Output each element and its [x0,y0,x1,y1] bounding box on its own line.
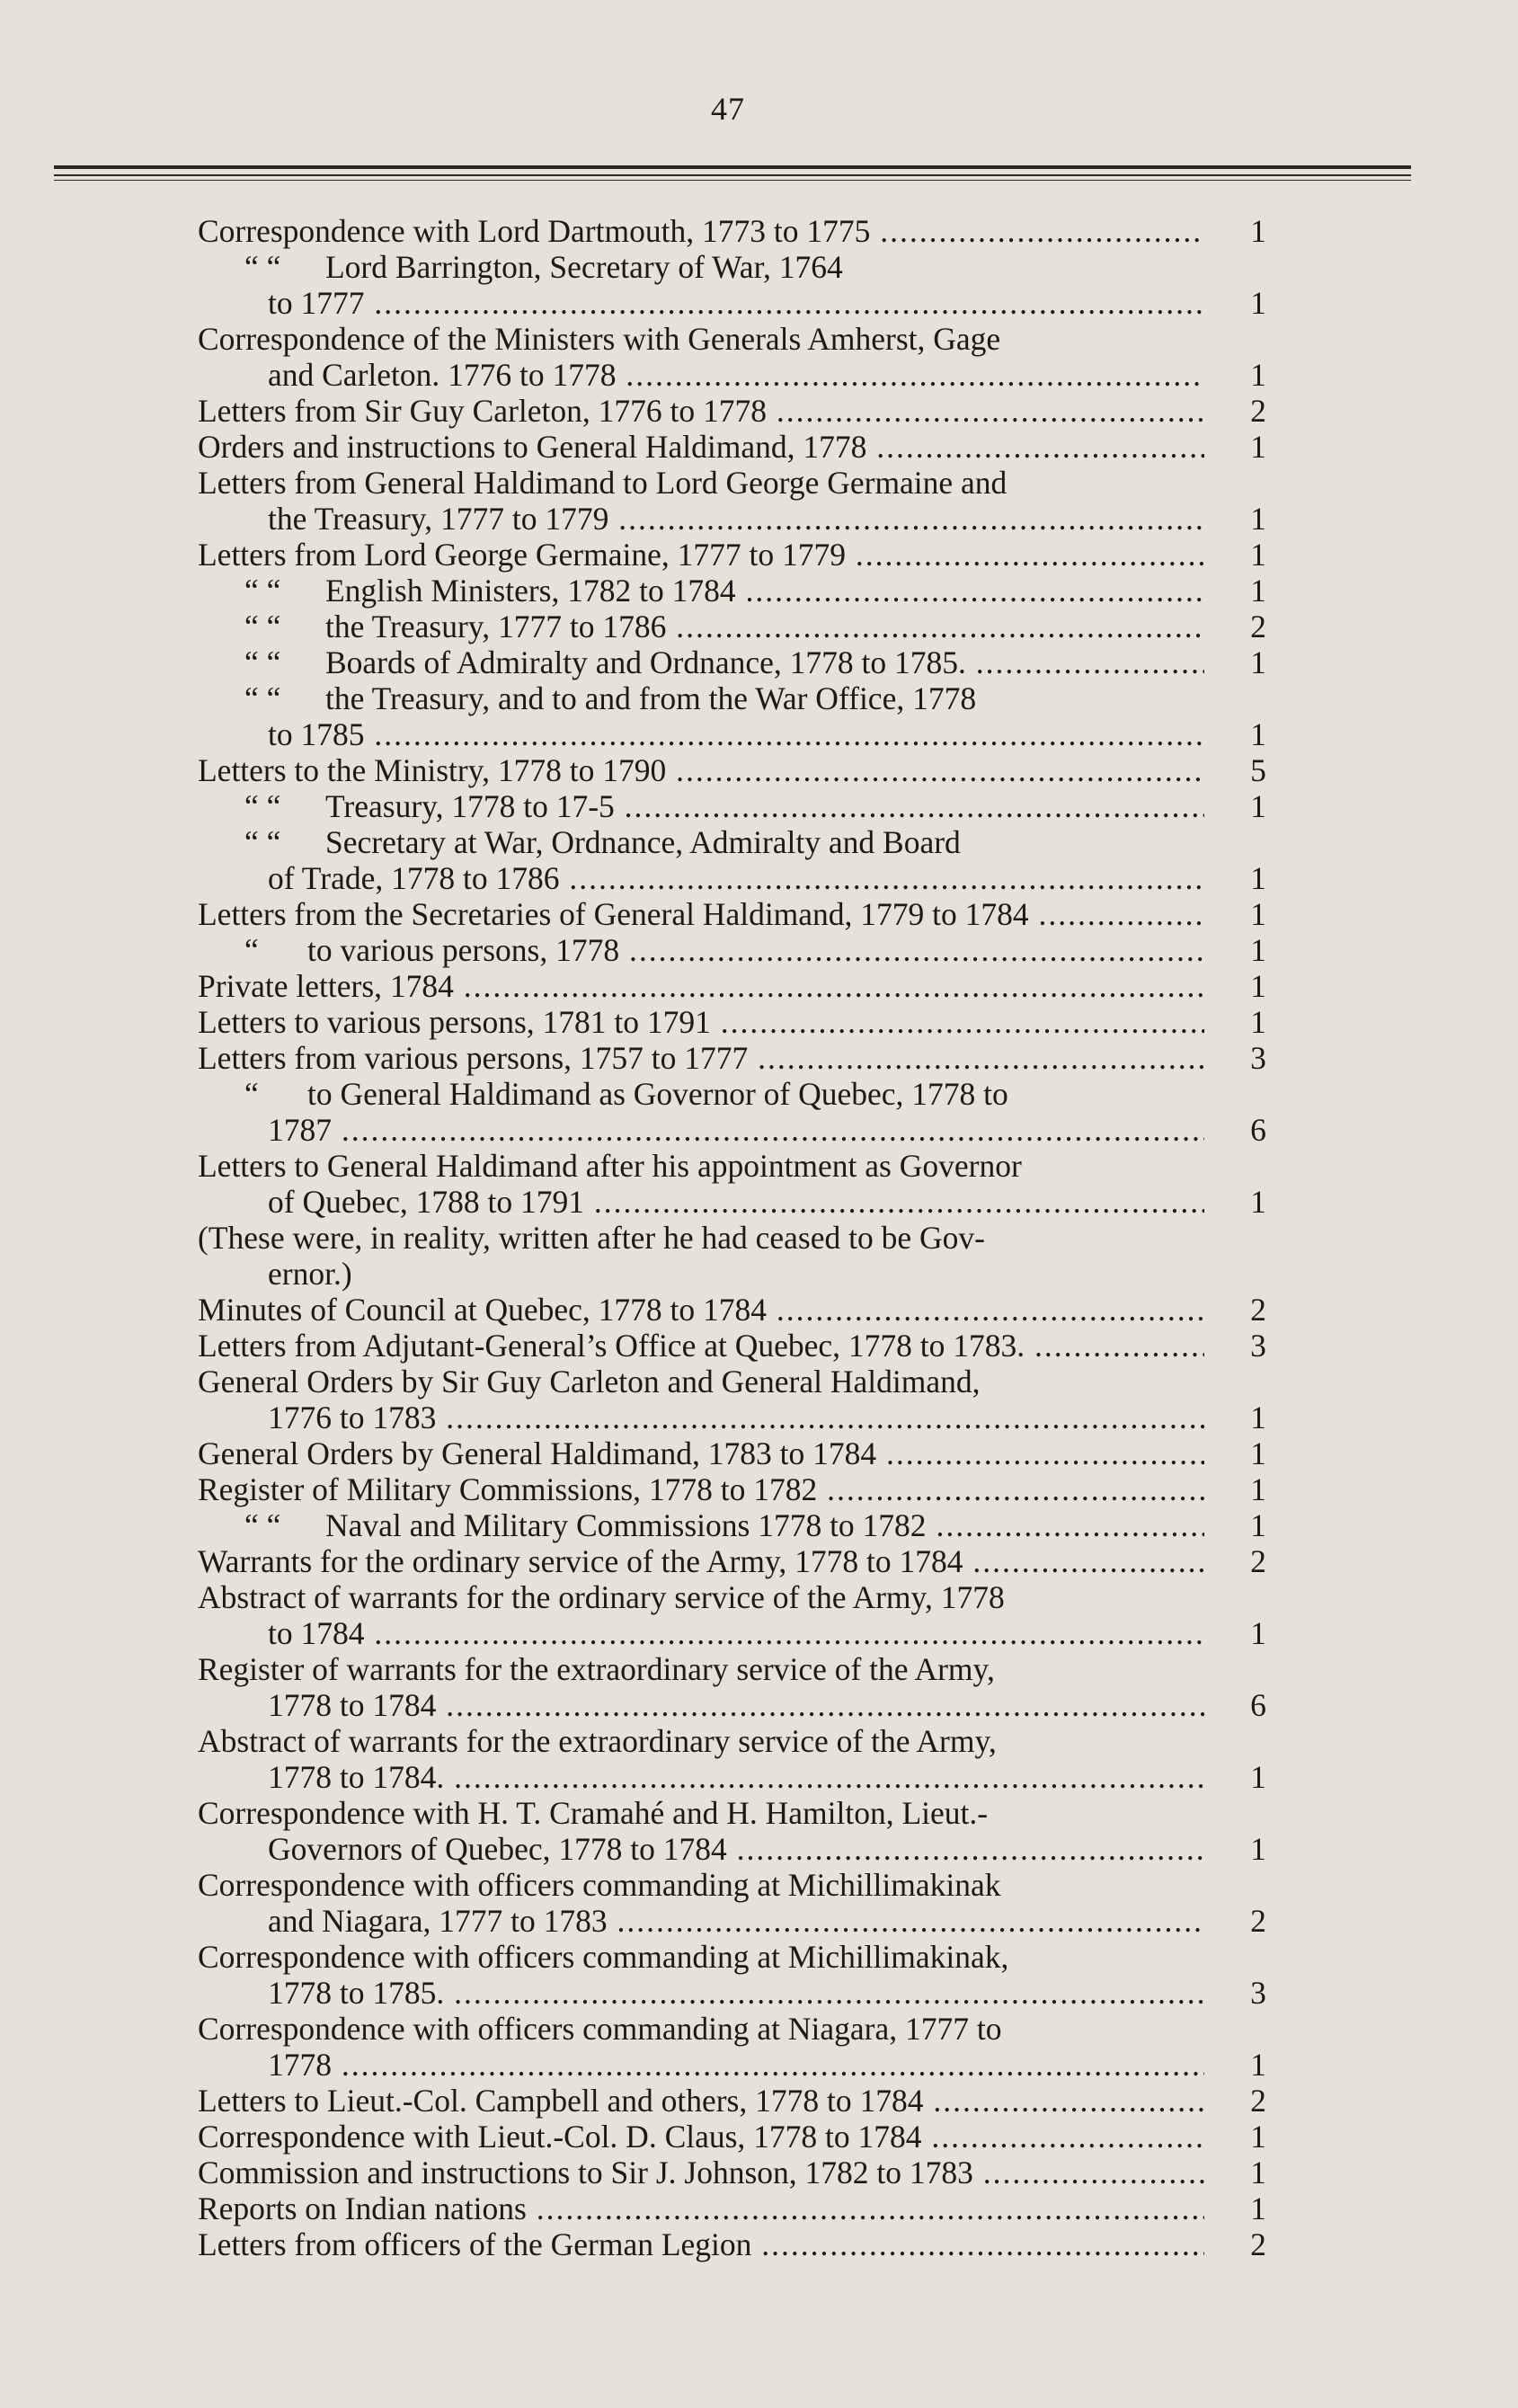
entry-text: 1776 to 1783 [268,1399,437,1435]
catalogue-entry [198,249,1276,321]
entry-text: Treasury, 1778 to 17-5 [325,788,615,824]
entry-text: Correspondence with officers commanding at Michillimakinak [198,1867,1001,1903]
volume-count: 1 [1250,2190,1266,2226]
volume-count: 6 [1250,1687,1266,1723]
volume-count: 1 [1250,537,1266,573]
volume-count: 3 [1250,1975,1266,2011]
catalogue-entry [198,1148,1276,1220]
volume-count: 1 [1250,932,1266,968]
volume-count: 1 [1250,788,1266,824]
volume-count: 3 [1250,1040,1266,1076]
entry-text: Commission and instructions to Sir J. Johnson, 1782 to 1783 [198,2155,973,2190]
volume-count: 1 [1250,2119,1266,2155]
catalogue-entry [198,1651,1276,1723]
volume-count: 1 [1250,1615,1266,1651]
entry-text: Orders and instructions to General Haldimand, 1778 [198,429,867,465]
volume-count: 2 [1250,609,1266,644]
volume-count: 1 [1250,968,1266,1004]
catalogue-entry [198,644,1276,680]
entry-text: Minutes of Council at Quebec, 1778 to 1784 [198,1292,767,1328]
volume-count: 1 [1250,1759,1266,1795]
header-rule [54,174,1411,176]
catalogue-entry [198,1867,1276,1939]
volume-count: 1 [1250,285,1266,321]
catalogue-entry [198,393,1276,429]
volume-count: 1 [1250,1471,1266,1507]
volume-count: 2 [1250,1903,1266,1939]
catalogue-entry [198,1040,1276,1076]
catalogue-entry [198,465,1276,537]
entry-text: Correspondence with Lord Dartmouth, 1773 to 1775 [198,213,871,249]
entry-text: 1778 [268,2047,332,2083]
entry-text: the Treasury, 1777 to 1779 [268,501,609,537]
volume-count: 1 [1250,1399,1266,1435]
catalogue-entry [198,609,1276,644]
entry-text: General Orders by Sir Guy Carleton and General Haldimand, [198,1364,981,1399]
entry-text: the Treasury, and to and from the War Office, 1778 [325,680,977,716]
catalogue-entry [198,429,1276,465]
entry-text: Lord Barrington, Secretary of War, 1764 [325,249,843,285]
volume-count: 2 [1250,1292,1266,1328]
catalogue-entry [198,1471,1276,1507]
volume-count: 1 [1250,896,1266,932]
entry-text: Private letters, 1784 [198,968,454,1004]
entry-text: to various persons, 1778 [307,932,620,968]
entry-text: Letters from Adjutant-General’s Office at Quebec, 1778 to 1783. [198,1328,1025,1364]
entry-text: (These were, in reality, written after he had ceased to be Gov- [198,1220,985,1256]
entry-text: 1778 to 1784. [268,1759,445,1795]
catalogue-entry [198,896,1276,932]
catalogue-entry [198,573,1276,609]
entry-text: to 1785 [268,716,365,752]
entry-text: ernor.) [268,1256,352,1292]
entry-text: English Ministers, 1782 to 1784 [325,573,736,609]
entry-text: 1778 to 1784 [268,1687,437,1723]
volume-count: 1 [1250,429,1266,465]
catalogue-entry [198,1507,1276,1543]
catalogue-entry [198,932,1276,968]
entry-text: to 1777 [268,285,365,321]
ditto-mark: “ [244,1076,259,1112]
volume-count: 1 [1250,501,1266,537]
volume-count: 2 [1250,2226,1266,2262]
entry-text: Governors of Quebec, 1778 to 1784 [268,1831,727,1867]
volume-count: 1 [1250,1184,1266,1220]
catalogue-entry [198,213,1276,249]
entry-text: to 1784 [268,1615,365,1651]
entry-text: the Treasury, 1777 to 1786 [325,609,667,644]
volume-count: 1 [1250,1435,1266,1471]
entry-text: Letters from the Secretaries of General Haldimand, 1779 to 1784 [198,896,1029,932]
entry-text: Naval and Military Commissions 1778 to 1782 [325,1507,927,1543]
ditto-mark: “ “ [244,680,281,716]
catalogue-entry [198,1292,1276,1328]
catalogue-entry [198,1543,1276,1579]
catalogue-entry [198,2119,1276,2155]
ditto-mark: “ “ [244,824,281,860]
entry-text: Letters from Lord George Germaine, 1777 to 1779 [198,537,846,573]
catalogue-entry [198,2155,1276,2190]
entry-text: of Trade, 1778 to 1786 [268,860,560,896]
volume-count: 1 [1250,213,1266,249]
catalogue-entry [198,752,1276,788]
entry-text: Secretary at War, Ordnance, Admiralty and Board [325,824,961,860]
catalogue-entry [198,2011,1276,2083]
catalogue-entry [198,1364,1276,1435]
entry-text: and Niagara, 1777 to 1783 [268,1903,608,1939]
entry-text: Letters from General Haldimand to Lord George Germaine and [198,465,1008,501]
catalogue-entry [198,1579,1276,1651]
entry-text: Abstract of warrants for the extraordinary service of the Army, [198,1723,997,1759]
entry-text: Correspondence with H. T. Cramahé and H. Hamilton, Lieut.- [198,1795,989,1831]
volume-count: 1 [1250,860,1266,896]
ditto-mark: “ “ [244,573,281,609]
catalogue-list [198,213,1276,2262]
volume-count: 1 [1250,2047,1266,2083]
entry-text: Correspondence with Lieut.-Col. D. Claus, 1778 to 1784 [198,2119,922,2155]
entry-text: Letters from various persons, 1757 to 1777 [198,1040,749,1076]
volume-count: 1 [1250,716,1266,752]
volume-count: 2 [1250,2083,1266,2119]
entry-text: Reports on Indian nations [198,2190,527,2226]
catalogue-entry [198,2083,1276,2119]
volume-count: 2 [1250,393,1266,429]
catalogue-entry [198,2190,1276,2226]
volume-count: 1 [1250,573,1266,609]
catalogue-entry [198,1004,1276,1040]
ditto-mark: “ “ [244,644,281,680]
entry-text: Letters from officers of the German Legion [198,2226,752,2262]
entry-text: and Carleton. 1776 to 1778 [268,357,617,393]
entry-text: Register of warrants for the extraordinary service of the Army, [198,1651,995,1687]
catalogue-entry [198,824,1276,896]
entry-text: Warrants for the ordinary service of the Army, 1778 to 1784 [198,1543,963,1579]
volume-count: 1 [1250,1831,1266,1867]
header-rule [54,165,1411,169]
entry-text: 1778 to 1785. [268,1975,445,2011]
catalogue-entry [198,1723,1276,1795]
catalogue-entry [198,537,1276,573]
entry-text: Letters to General Haldimand after his appointment as Governor [198,1148,1022,1184]
volume-count: 2 [1250,1543,1266,1579]
entry-text: Boards of Admiralty and Ordnance, 1778 to 1785. [325,644,966,680]
volume-count: 5 [1250,752,1266,788]
entry-text: Letters to the Ministry, 1778 to 1790 [198,752,667,788]
page-number: 47 [711,91,745,127]
header-rule [54,180,1411,181]
entry-text: Letters to Lieut.-Col. Campbell and others, 1778 to 1784 [198,2083,924,2119]
ditto-mark: “ “ [244,609,281,644]
entry-text: Correspondence with officers commanding at Michillimakinak, [198,1939,1009,1975]
catalogue-entry [198,788,1276,824]
catalogue-entry [198,968,1276,1004]
catalogue-entry [198,1220,1276,1292]
catalogue-entry [198,1076,1276,1148]
volume-count: 1 [1250,1004,1266,1040]
catalogue-entry [198,1795,1276,1867]
volume-count: 1 [1250,2155,1266,2190]
catalogue-entry [198,1435,1276,1471]
entry-text: of Quebec, 1788 to 1791 [268,1184,584,1220]
entry-text: Correspondence of the Ministers with Generals Amherst, Gage [198,321,1001,357]
volume-count: 1 [1250,1507,1266,1543]
entry-text: Letters to various persons, 1781 to 1791 [198,1004,711,1040]
catalogue-entry [198,1939,1276,2011]
ditto-mark: “ [244,932,259,968]
entry-text: 1787 [268,1112,332,1148]
volume-count: 1 [1250,644,1266,680]
volume-count: 3 [1250,1328,1266,1364]
entry-text: Correspondence with officers commanding at Niagara, 1777 to [198,2011,1002,2047]
ditto-mark: “ “ [244,788,281,824]
ditto-mark: “ “ [244,249,281,285]
entry-text: Register of Military Commissions, 1778 to 1782 [198,1471,818,1507]
entry-text: to General Haldimand as Governor of Quebec, 1778 to [307,1076,1008,1112]
volume-count: 1 [1250,357,1266,393]
catalogue-entry [198,321,1276,393]
volume-count: 6 [1250,1112,1266,1148]
catalogue-entry [198,680,1276,752]
catalogue-entry [198,2226,1276,2262]
entry-text: Abstract of warrants for the ordinary service of the Army, 1778 [198,1579,1005,1615]
entry-text: Letters from Sir Guy Carleton, 1776 to 1778 [198,393,767,429]
ditto-mark: “ “ [244,1507,281,1543]
entry-text: General Orders by General Haldimand, 1783 to 1784 [198,1435,877,1471]
catalogue-entry [198,1328,1276,1364]
